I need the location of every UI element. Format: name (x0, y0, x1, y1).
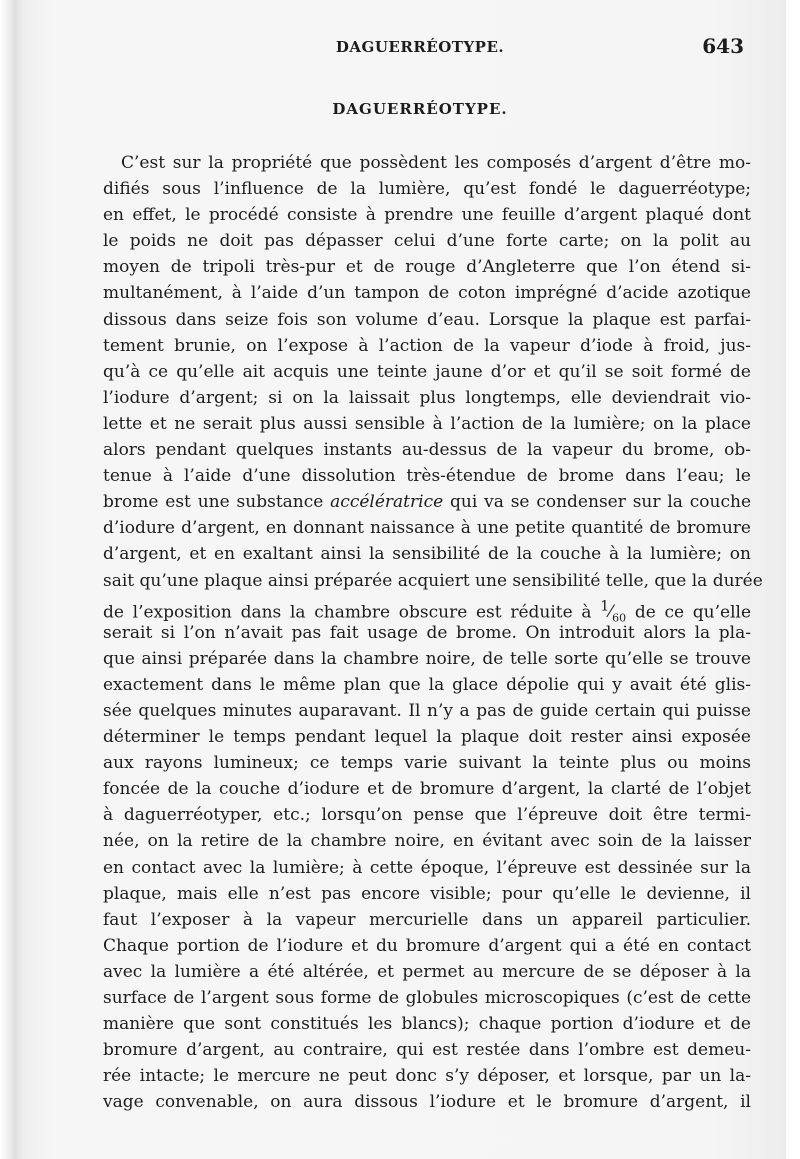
running-head (90, 34, 750, 60)
text-fragment: de ce qu’elle (626, 602, 752, 623)
text-line: difiés sous l’influence de la lumière, qu’est fondé le daguerréotype; (103, 179, 751, 200)
text-line: C’est sur la propriété que possèdent les composés d’argent d’être mo- (121, 153, 751, 173)
text-line: en effet, le procédé consiste à prendre une feuille d’argent plaqué dont (103, 205, 751, 226)
text-line-fraction (103, 594, 752, 625)
body-paragraph (103, 150, 763, 1115)
text-fragment: qui va se condenser sur la couche (443, 492, 752, 513)
text-line: sait qu’une plaque ainsi préparée acquiert une sensibilité telle, que la durée (103, 570, 763, 591)
text-line: alors pendant quelques instants au-dessus de la vapeur du brome, ob- (103, 440, 751, 461)
text-line: que ainsi préparée dans la chambre noire, de telle sorte qu’elle se trouve (103, 648, 751, 669)
text-line: rée intacte; le mercure ne peut donc s’y déposer, et lorsque, par un la- (103, 1066, 751, 1087)
text-line: sée quelques minutes auparavant. Il n’y a pas de guide certain qui puisse (103, 700, 751, 721)
fraction-denominator: 60 (612, 611, 627, 625)
text-line: moyen de tripoli très-pur et de rouge d’Angleterre que l’on étend si- (103, 257, 751, 278)
text-line: manière que sont constitués les blancs); chaque portion d’iodure et de (103, 1014, 751, 1035)
page-number: 643 (702, 34, 744, 58)
text-line: qu’à ce qu’elle ait acquis une teinte jaune d’or et qu’il se soit formé de (103, 361, 751, 382)
text-line: foncée de la couche d’iodure et de bromure d’argent, la clarté de l’objet (103, 779, 751, 800)
text-line: le poids ne doit pas dépasser celui d’une forte carte; on la polit au (103, 231, 751, 252)
running-title: DAGUERRÉOTYPE. (335, 38, 505, 56)
text-line: à daguerréotyper, etc.; lorsqu’on pense que l’épreuve doit être termi- (103, 805, 751, 826)
text-line: en contact avec la lumière; à cette époque, l’épreuve est dessinée sur la (103, 857, 751, 878)
text-line: tement brunie, on l’expose à l’action de la vapeur d’iode à froid, jus- (103, 335, 751, 356)
page-edge (0, 0, 14, 1159)
text-line: née, on la retire de la chambre noire, en évitant avec soin de la laisser (103, 831, 751, 852)
text-line: tenue à l’aide d’une dissolution très-étendue de brome dans l’eau; le (103, 466, 751, 487)
text-line: avec la lumière a été altérée, et permet au mercure de se déposer à la (103, 961, 751, 982)
text-line: multanément, à l’aide d’un tampon de coton imprégné d’acide azotique (103, 283, 751, 304)
text-line: bromure d’argent, au contraire, qui est restée dans l’ombre est demeu- (103, 1040, 751, 1061)
text-line: l’iodure d’argent; si on la laissait plus longtemps, elle deviendrait vio- (103, 387, 751, 408)
text-line: faut l’exposer à la vapeur mercurielle dans un appareil particulier. (103, 909, 751, 930)
text-line: d’iodure d’argent, en donnant naissance à une petite quantité de bromure (103, 518, 751, 539)
fraction-numerator: 1 (600, 598, 610, 615)
text-line: lette et ne serait plus aussi sensible à l’action de la lumière; on la place (103, 413, 751, 434)
text-line: surface de l’argent sous forme de globules microscopiques (c’est de cette (103, 988, 751, 1008)
text-line: aux rayons lumineux; ce temps varie suivant la teinte plus ou moins (103, 753, 751, 774)
text-line: exactement dans le même plan que la glace dépolie qui y avait été glis- (103, 674, 751, 695)
text-line: Chaque portion de l’iodure et du bromure d’argent qui a été en contact (103, 935, 751, 956)
italic-term: accélératrice (330, 492, 444, 513)
text-line: déterminer le temps pendant lequel la plaque doit rester ainsi exposée (103, 727, 751, 748)
text-line: d’argent, et en exaltant ainsi la sensibilité de la couche à la lumière; on (103, 544, 751, 565)
section-title: DAGUERRÉOTYPE. (332, 100, 508, 118)
text-fragment: brome est une substance (103, 492, 331, 513)
text-line: serait si l’on n’avait pas fait usage de brome. On introduit alors la pla- (103, 622, 751, 643)
fraction-slash: ⁄ (609, 602, 613, 623)
text-fragment: de l’exposition dans la chambre obscure est réduite à (103, 602, 601, 623)
text-line: plaque, mais elle n’est pas encore visible; pour qu’elle le devienne, il (103, 883, 751, 904)
text-line: dissous dans seize fois son volume d’eau. Lorsque la plaque est parfai- (103, 309, 751, 330)
text-line-italic (103, 489, 751, 515)
text-line: vage convenable, on aura dissous l’iodure et le bromure d’argent, il (103, 1092, 751, 1113)
